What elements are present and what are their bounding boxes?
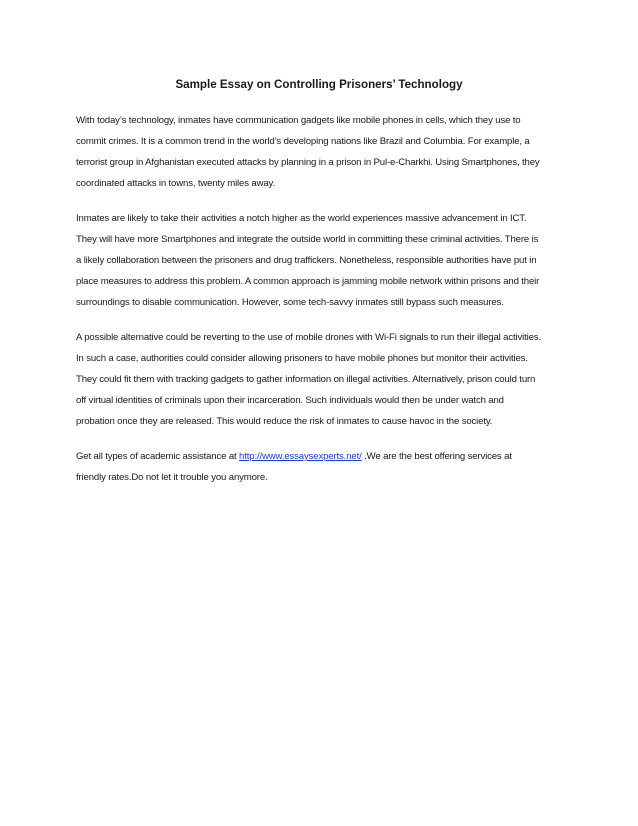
paragraph-line: off virtual identities of criminals upon their incarceration. Such individuals would then be under watch and <box>76 395 504 406</box>
paragraph-line: a likely collaboration between the prisoners and drug traffickers. Nonetheless, responsible authorities have put in <box>76 255 537 266</box>
paragraph-line: terrorist group in Afghanistan executed attacks by planning in a prison in Pul-e-Charkhi. Using Smartphones, they <box>76 157 540 168</box>
closing-suffix: .We are the best offering services at <box>361 451 512 462</box>
paragraph-1 <box>76 110 576 194</box>
document-title: Sample Essay on Controlling Prisoners’ Technology <box>175 78 463 91</box>
paragraph-line: commit crimes. It is a common trend in the world’s developing nations like Brazil and Columbia. For example, a <box>76 136 530 147</box>
paragraph-line: Inmates are likely to take their activities a notch higher as the world experiences massive advancement in ICT. <box>76 213 527 224</box>
paragraph-3 <box>76 327 576 432</box>
paragraph-line: surroundings to disable communication. However, some tech-savvy inmates still bypass such measures. <box>76 297 504 308</box>
document-body <box>76 110 576 502</box>
paragraph-line: They could fit them with tracking gadgets to gather information on illegal activities. Alternatively, prison could turn <box>76 374 536 385</box>
paragraph-line: probation once they are released. This would reduce the risk of inmates to cause havoc in the society. <box>76 416 493 427</box>
essaysexperts-link[interactable]: http://www.essaysexperts.net/ <box>239 451 362 462</box>
paragraph-line: place measures to address this problem. A common approach is jamming mobile network within prisons and their <box>76 276 540 287</box>
closing-paragraph <box>76 446 576 488</box>
paragraph-line: In such a case, authorities could consider allowing prisoners to have mobile phones but monitor their activities. <box>76 353 528 364</box>
paragraph-line: With today’s technology, inmates have communication gadgets like mobile phones in cells, which they use to <box>76 115 521 126</box>
closing-line-1 <box>76 446 576 467</box>
closing-prefix: Get all types of academic assistance at <box>76 451 240 462</box>
paragraph-line: A possible alternative could be reverting to the use of mobile drones with Wi-Fi signals to run their illegal activities. <box>76 332 541 343</box>
paragraph-2 <box>76 208 576 313</box>
paragraph-line: They will have more Smartphones and integrate the outside world in committing these criminal activities. There is <box>76 234 539 245</box>
paragraph-line: coordinated attacks in towns, twenty miles away. <box>76 178 275 189</box>
closing-line-2: friendly rates.Do not let it trouble you anymore. <box>76 472 268 483</box>
